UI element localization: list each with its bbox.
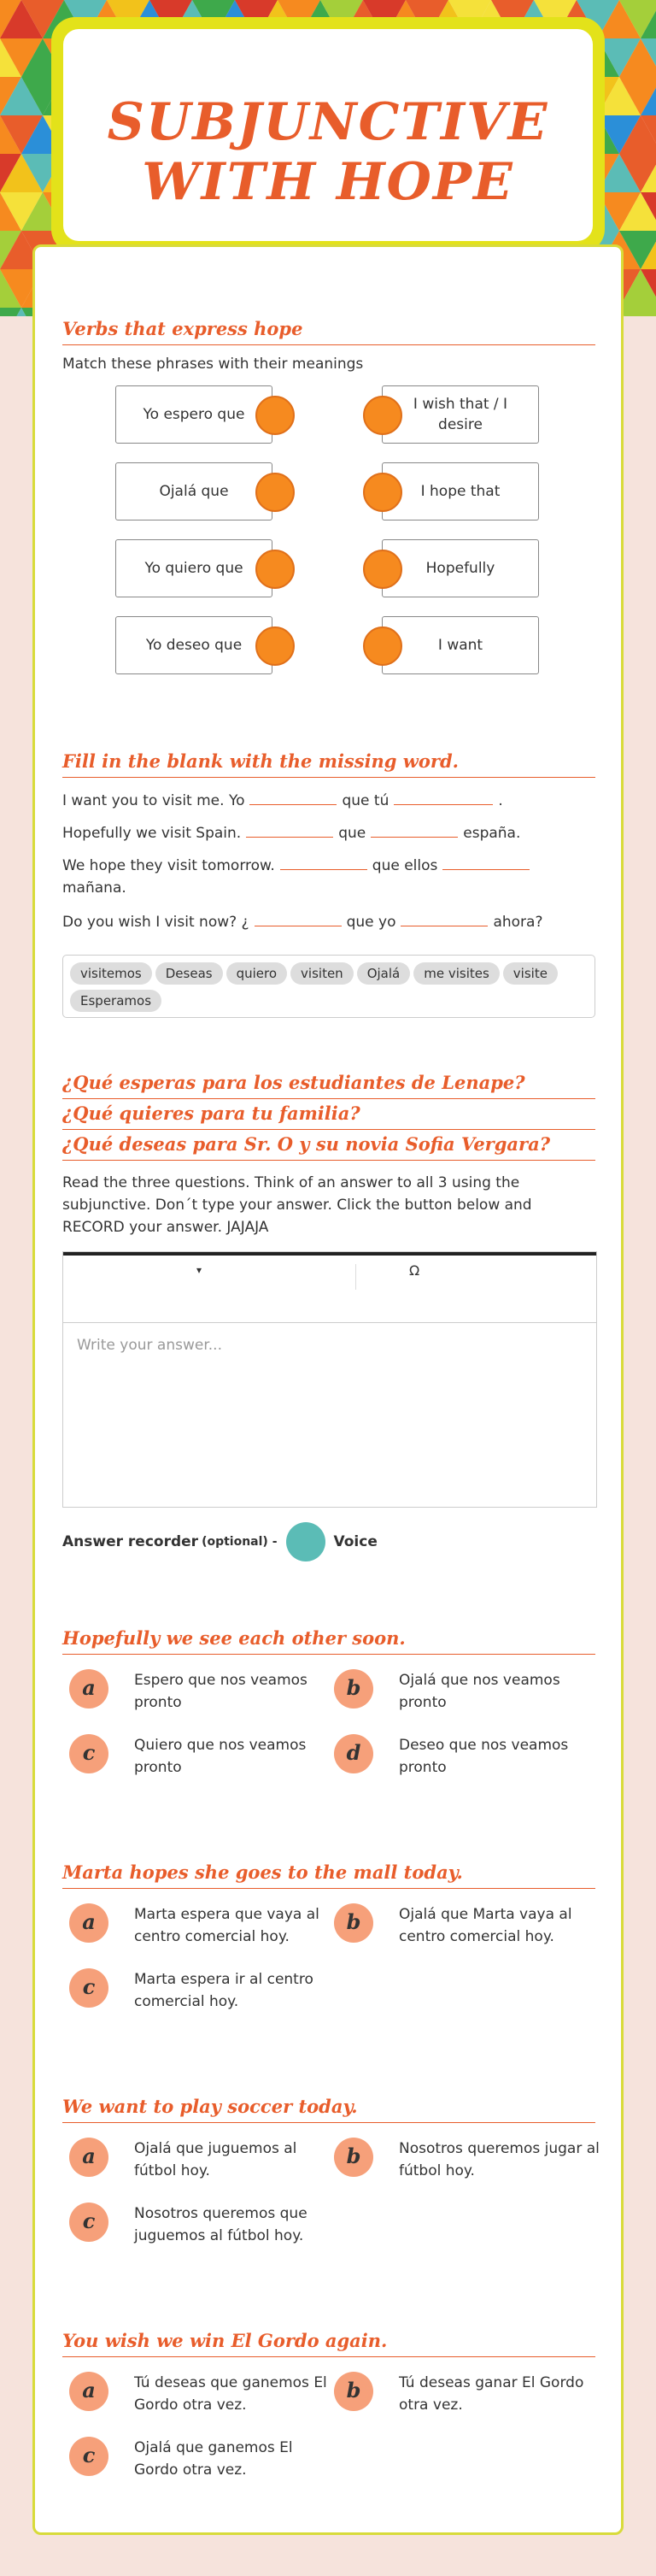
match-left-2: Ojalá que bbox=[115, 462, 272, 520]
match-handle-right-2[interactable] bbox=[363, 473, 402, 512]
answer-recorder: Answer recorder (optional) - Voice bbox=[62, 1520, 378, 1563]
match-handle-right-3[interactable] bbox=[363, 550, 402, 589]
word-chip[interactable]: Ojalá bbox=[357, 962, 411, 985]
mc-title-3: We want to play soccer today. bbox=[62, 2091, 595, 2123]
question-title-3: ¿Qué deseas para Sr. O y su novia Sofia Vergara? bbox=[62, 1129, 595, 1161]
match-left-3: Yo quiero que bbox=[115, 539, 272, 597]
section-title-fill-blank: Fill in the blank with the missing word. bbox=[62, 746, 595, 778]
pattern-triangle bbox=[619, 308, 656, 316]
word-chip[interactable]: Deseas bbox=[155, 962, 223, 985]
editor-toolbar bbox=[63, 1252, 596, 1323]
question-title-1: ¿Qué esperas para los estudiantes de Lenape? bbox=[62, 1067, 595, 1099]
option-letter: c bbox=[69, 1734, 108, 1773]
word-chip[interactable]: quiero bbox=[226, 962, 287, 985]
match-right-3: Hopefully bbox=[382, 539, 539, 597]
blank-input[interactable] bbox=[401, 910, 488, 926]
sentence-2: Hopefully we visit Spain. que españa. bbox=[62, 821, 595, 844]
mc-title-4: You wish we win El Gordo again. bbox=[62, 2326, 595, 2357]
worksheet-card: Verbs that express hope Match these phrases with their meanings Yo espero que I wish that / I desire Ojalá que I hope that Yo quiero que Hopefully Yo deseo que I want Fill in the blank with the missing word. I want you to visit me. Yo que tú . Hopefully we visit Spain. que españa. We hope they visit tomorrow. que ellosmañana. Do you wish I visit now? ¿ que yo ahora? visitemos Deseas quiero visiten Ojalá me visites visiteEsperamos ¿Qué esperas para los estudiantes de Lenape? ¿Qué quieres para tu familia? ¿Qué deseas para Sr. O y su novia Sofia Vergara? Read the three questions. Think of an answer to all 3 using the subjunctive. Don´t type your answer. Click the button below and RECORD your answer. JAJAJA ▾ Ω Write your answer... Answer recorder (optional) - Voice Hopefully we see each other soon. a Espero que nos veamos pronto b Ojalá que nos veamos pronto c Quiero que nos veamos pronto d Deseo que nos veamos pronto Marta hopes she goes to the mall today. a Marta espera que vaya al centro comercial hoy. b Ojalá que Marta vaya al centro comercial hoy. c Marta espera ir al centro comercial hoy. We want to play soccer today. a Ojalá que juguemos al fútbol hoy. b Nosotros queremos jugar al fútbol hoy. c Nosotros queremos que juguemos al fútbol hoy. You wish we win El Gordo again. a Tú deseas que ganemos El Gordo otra vez. b Tú deseas ganar El Gordo otra vez. c Ojalá que ganemos El Gordo otra vez. bbox=[32, 244, 624, 2535]
option-letter: c bbox=[69, 1968, 108, 2008]
mc-title-1: Hopefully we see each other soon. bbox=[62, 1623, 595, 1655]
match-right-1: I wish that / I desire bbox=[382, 385, 539, 444]
match-handle-left-3[interactable] bbox=[255, 550, 295, 589]
match-left-1: Yo espero que bbox=[115, 385, 272, 444]
blank-input[interactable] bbox=[246, 821, 333, 838]
match-right-2: I hope that bbox=[382, 462, 539, 520]
option-letter: d bbox=[334, 1734, 373, 1773]
option-letter: b bbox=[334, 1669, 373, 1709]
header-card bbox=[51, 17, 605, 253]
option-letter: a bbox=[69, 2372, 108, 2411]
match-handle-left-4[interactable] bbox=[255, 626, 295, 666]
match-right-4: I want bbox=[382, 616, 539, 674]
record-instruction: Read the three questions. Think of an answer to all 3 using the subjunctive. Don´t type your answer. Click the button below and RECORD your answer. JAJAJA bbox=[62, 1174, 532, 1236]
sentence-4: Do you wish I visit now? ¿ que yo ahora? bbox=[62, 910, 595, 933]
word-chip[interactable]: me visites bbox=[413, 962, 500, 985]
option-letter: a bbox=[69, 1669, 108, 1709]
blank-input[interactable] bbox=[280, 854, 367, 870]
mc-title-2: Marta hopes she goes to the mall today. bbox=[62, 1857, 595, 1889]
word-chip[interactable]: visiten bbox=[290, 962, 354, 985]
option-letter: b bbox=[334, 1903, 373, 1943]
dropdown-caret-icon[interactable]: ▾ bbox=[196, 1264, 202, 1276]
special-character-icon[interactable]: Ω bbox=[409, 1262, 420, 1279]
match-instruction: Match these phrases with their meanings bbox=[62, 356, 364, 373]
voice-record-button[interactable] bbox=[286, 1522, 325, 1561]
page-title: SUBJUNCTIVE WITH HOPE bbox=[107, 92, 549, 212]
word-chip[interactable]: visitemos bbox=[70, 962, 152, 985]
option-letter: b bbox=[334, 2138, 373, 2177]
blank-input[interactable] bbox=[255, 910, 342, 926]
blank-input[interactable] bbox=[371, 821, 458, 838]
blank-input[interactable] bbox=[394, 789, 493, 805]
option-letter: b bbox=[334, 2372, 373, 2411]
word-chip[interactable]: Esperamos bbox=[70, 990, 161, 1012]
option-letter: a bbox=[69, 1903, 108, 1943]
answer-textarea[interactable]: Write your answer... bbox=[77, 1337, 222, 1354]
match-handle-left-1[interactable] bbox=[255, 396, 295, 435]
option-letter: a bbox=[69, 2138, 108, 2177]
option-letter: c bbox=[69, 2203, 108, 2242]
blank-input[interactable] bbox=[442, 854, 530, 870]
option-letter: c bbox=[69, 2437, 108, 2476]
match-handle-right-1[interactable] bbox=[363, 396, 402, 435]
sentence-3: We hope they visit tomorrow. que ellosmañana. bbox=[62, 854, 541, 899]
match-handle-right-4[interactable] bbox=[363, 626, 402, 666]
question-title-2: ¿Qué quieres para tu familia? bbox=[62, 1098, 595, 1130]
section-title-verbs: Verbs that express hope bbox=[62, 314, 595, 345]
blank-input[interactable] bbox=[249, 789, 337, 805]
word-chip[interactable]: visite bbox=[503, 962, 558, 985]
sentence-1: I want you to visit me. Yo que tú . bbox=[62, 789, 595, 812]
match-left-4: Yo deseo que bbox=[115, 616, 272, 674]
word-bank bbox=[62, 955, 595, 1018]
answer-editor bbox=[62, 1251, 597, 1508]
match-handle-left-2[interactable] bbox=[255, 473, 295, 512]
